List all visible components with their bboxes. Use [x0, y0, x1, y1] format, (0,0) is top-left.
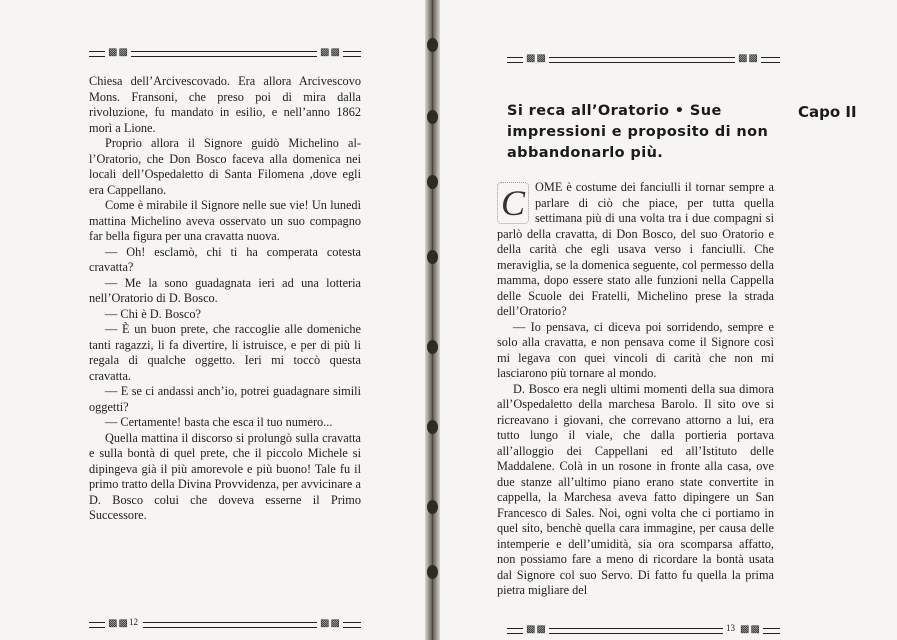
left-bottom-rule — [89, 617, 361, 629]
paragraph: — È un buon prete, che raccoglie alle domeniche tanti ragazzi, li fa divertire, li istruisce, e per di più li regala di qualche oggetto. Ieri mi toccò questa cravatta. — [89, 322, 361, 383]
paragraph: — Io pensava, ci diceva poi sorridendo, sempre e solo alla cravatta, e non pensava come il Signore così mi legava con quei vincoli di carità che non mi lasciarono più tornare al mondo. — [497, 319, 774, 380]
paragraph: Chiesa dell’Arcivescovado. Era allora Arcivescovo Mons. Fransoni, che preso poi di mira dalla rivoluzione, fu mandato in esilio, e nell’anno 1862 morì a Lione. — [89, 74, 361, 135]
paragraph: — E se ci andassi anch’io, potrei guadagnare simili oggetti? — [89, 384, 361, 414]
paragraph: — Me la sono guadagnata ieri ad una lotteria nell’Oratorio di D. Bosco. — [89, 275, 361, 305]
ornament-icon: ▩▩ — [526, 53, 547, 64]
book-gutter — [425, 0, 440, 640]
paragraph: Proprio allora il Signore guidò Michelino al-l’Oratorio, che Don Bosco faceva alla domenica nei locali dell’Ospedaletto di Santa Filomena ,dove egli era Cappellano. — [89, 136, 361, 197]
paragraph — [497, 180, 774, 320]
left-page — [0, 0, 425, 640]
ornament-icon: ▩▩ — [740, 624, 761, 635]
ornament-icon: ▩▩ — [526, 624, 547, 635]
right-bottom-rule — [507, 623, 780, 635]
page-number: 12 — [129, 617, 138, 627]
first-paragraph-text: OME è costume dei fanciulli il tornar sempre a parlare di ciò che piace, per tutta quella settimana più di una volta tra i due compagni si parlò della cravatta, di Don Bosco, del suo Oratorio e della carità che egli usava verso i fanciulli. Che meraviglia, se la domenica seguente, col permesso della mamma, dopo essere stato alle funzioni nella Cappella delle Scuole dei Fratelli, Michelino prese la strada dell’Oratorio? — [497, 180, 774, 318]
paragraph: — Chi è D. Bosco? — [105, 306, 201, 321]
paragraph: — Certamente! basta che esca il tuo numero... — [105, 415, 333, 429]
drop-cap: C — [497, 182, 529, 224]
ornament-icon: ▩▩ — [108, 47, 129, 58]
paragraph: Quella mattina il discorso si prolungò sulla cravatta e sulla bontà di quel prete, che il piccolo Michele si dipingeva già il più amorevole e più buono! Tale fu il primo tratto della Divina Provvidenza, per avvicinare a D. Bosco colui che doveva esserne il Primo Successore. — [89, 430, 361, 522]
chapter-label: Capo II — [798, 103, 857, 121]
left-body-text — [89, 74, 361, 524]
paragraph: D. Bosco era negli ultimi momenti della sua dimora all’Ospedaletto della marchesa Barolo. Il sito ove si ricreavano i giovani, che correvano attorno a lui, era tutto lungo il viale, che dalla portieria portava all’alloggio dei Cappellani ed all’Istituto delle Maddalene. Colà in un rosone in fronte alla casa, ove due stanze all’ultimo piano erano state convertite in cappella, la Marchesa aveva fatto dipingere un San Francesco di Sales. Noi, ogni volta che ci portiamo in quel sito, benchè quella cara immagine, per causa delle intemperie e dell’umidità, sia ora scomparsa affatto, non possiamo fare a meno di ricordare la bontà usata dal Signore col suo Servo. Di fatto fu quella la prima pietra migliare del — [497, 381, 774, 597]
ornament-icon: ▩▩ — [320, 618, 341, 629]
right-body-text — [497, 180, 774, 599]
ornament-icon: ▩▩ — [320, 47, 341, 58]
page-number: 13 — [726, 623, 735, 633]
ornament-icon: ▩▩ — [108, 618, 129, 629]
ornament-icon: ▩▩ — [738, 53, 759, 64]
right-top-rule — [507, 55, 780, 63]
chapter-title: Si reca all’Oratorio • Sue impressioni e proposito di non abbandonarlo più. — [507, 103, 769, 161]
paragraph: — Oh! esclamò, chi ti ha comperata cotesta cravatta? — [89, 244, 361, 274]
left-top-rule — [89, 49, 361, 57]
paragraph: Come è mirabile il Signore nelle sue vie! Un lunedì mattina Michelino aveva osservato un suo compagno far bella figura per una cravatta nuova. — [89, 198, 361, 243]
